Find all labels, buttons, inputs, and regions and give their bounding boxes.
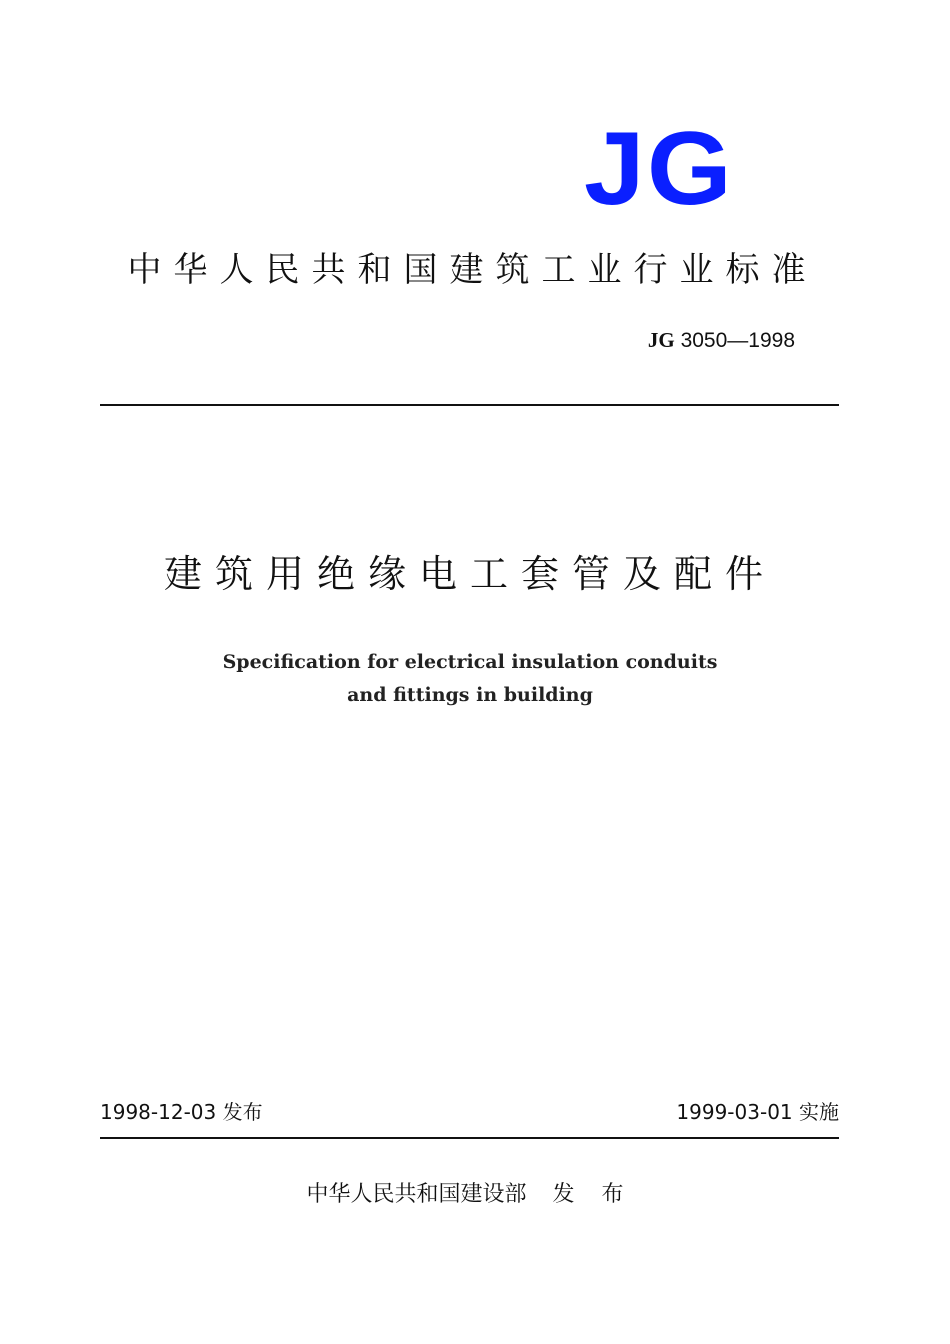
- issue-label: 发布: [222, 1100, 263, 1124]
- implementation-date-value: 1999-03-01: [676, 1100, 793, 1124]
- code-prefix: JG: [647, 328, 675, 352]
- standard-category: 中华人民共和国建筑工业行业标准: [127, 250, 818, 290]
- document-title-cn: 建筑用绝缘电工套管及配件: [163, 552, 776, 596]
- publisher-name: 中华人民共和国建设部: [306, 1182, 527, 1207]
- top-divider: [100, 404, 839, 406]
- title-en-line1: Specification for electrical insulation conduits: [222, 651, 718, 673]
- bottom-divider: [100, 1137, 839, 1139]
- implementation-label: 实施: [799, 1100, 839, 1124]
- publisher-action: 发 布: [552, 1182, 634, 1207]
- standard-code: [648, 326, 795, 355]
- publisher: [100, 1180, 840, 1210]
- issue-date: [100, 1098, 263, 1126]
- issue-date-value: 1998-12-03: [100, 1100, 217, 1124]
- code-number: 3050—1998: [680, 329, 795, 352]
- title-en-line2: and fittings in building: [347, 684, 593, 706]
- jg-logo: JG: [584, 111, 734, 227]
- document-title-en: [100, 646, 840, 712]
- implementation-date: [676, 1098, 839, 1126]
